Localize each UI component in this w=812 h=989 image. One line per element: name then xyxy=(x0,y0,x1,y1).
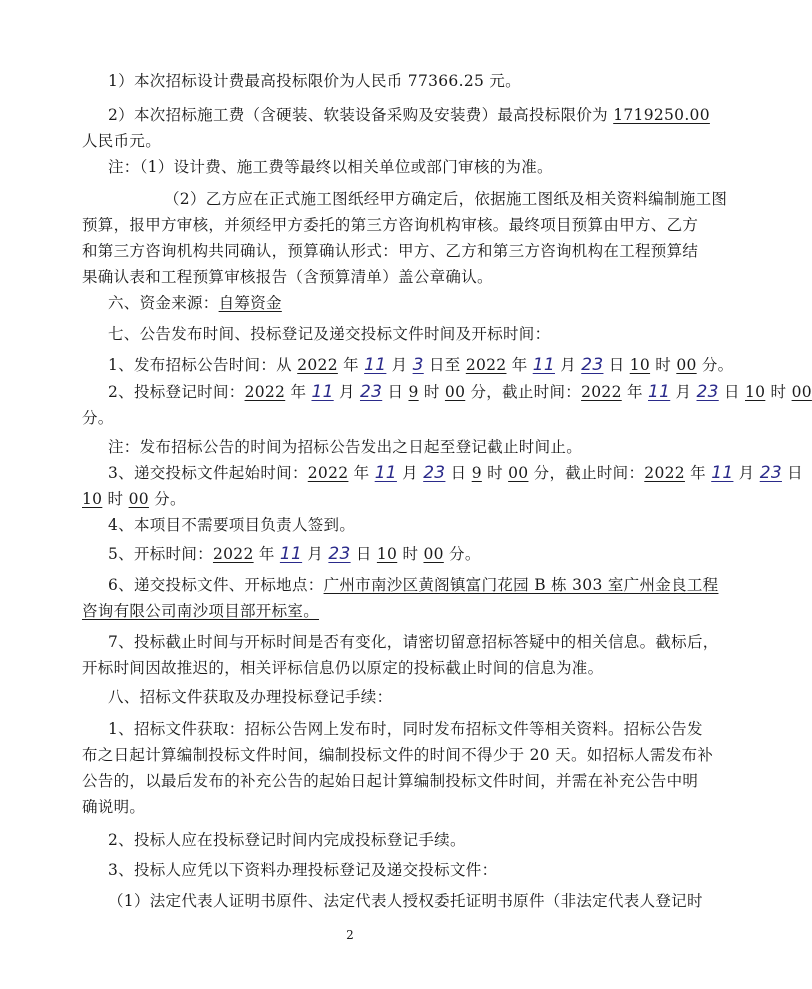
funding-source-value: 自筹资金 xyxy=(218,294,282,312)
tender-doc-line-cont-2: 公告的，以最后发布的补充公告的起始日起计算编制投标文件时间，并需在补充公告中明 xyxy=(82,772,699,790)
construction-fee-cap-line-cont: 人民币元。 xyxy=(82,132,162,150)
construction-fee-amount: 1719250.00 xyxy=(613,106,710,124)
tender-doc-line-cont-1: 布之日起计算编制投标文件时间，编制投标文件的时间不得少于 20 天。如招标人需发布补 xyxy=(82,746,714,764)
deadline-change-line: 7、投标截止时间与开标时间是否有变化，请密切留意招标答疑中的相关信息。截标后， xyxy=(108,633,719,651)
section-8-heading: 八、招标文件获取及办理投标登记手续： xyxy=(108,688,393,706)
note-1-line: 注：（1）设计费、施工费等最终以相关单位或部门审核的为准。 xyxy=(108,158,553,176)
section-7-heading: 七、公告发布时间、投标登记及递交投标文件时间及开标时间： xyxy=(108,325,551,343)
registration-complete-line: 2、投标人应在投标登记时间内完成投标登记手续。 xyxy=(108,831,466,849)
note-2-line-cont-1: 预算，报甲方审核，并须经甲方委托的第三方咨询机构审核。最终项目预算由甲方、乙方 xyxy=(82,216,699,234)
bid-location-line-cont: 咨询有限公司南沙项目部开标室。 xyxy=(82,602,320,620)
materials-line: 3、投标人应凭以下资料办理投标登记及递交投标文件： xyxy=(108,861,498,879)
bid-location-line: 6、递交投标文件、开标地点：广州市南沙区黄阁镇富门花园 B 栋 303 室广州金良工程 xyxy=(108,576,719,594)
funding-source-line: 六、资金来源：自筹资金 xyxy=(108,294,282,312)
materials-item-1-line: （1）法定代表人证明书原件、法定代表人授权委托证明书原件（非法定代表人登记时 xyxy=(108,892,703,910)
announcement-note-line: 注：发布招标公告的时间为招标公告发出之日起至登记截止时间止。 xyxy=(108,438,583,456)
bid-location-value: 广州市南沙区黄阁镇富门花园 B 栋 303 室广州金良工程 xyxy=(323,576,719,594)
tender-doc-line-cont-3: 确说明。 xyxy=(82,798,146,816)
registration-time-line: 2、投标登记时间：2022 年 11 月 23 日 9 时 00 分，截止时间：2022 年 11 月 23 日 10 时 00 xyxy=(108,382,812,402)
submission-time-line: 3、递交投标文件起始时间：2022 年 11 月 23 日 9 时 00 分，截止时间：2022 年 11 月 23 日 xyxy=(108,463,803,483)
note-2-line-cont-3: 果确认表和工程预算审核报告（含预算清单）盖公章确认。 xyxy=(82,268,493,286)
note-2-line-cont-2: 和第三方咨询机构共同确认，预算确认形式：甲方、乙方和第三方咨询机构在工程预算结 xyxy=(82,242,699,260)
bid-opening-time-line: 5、开标时间：2022 年 11 月 23 日 10 时 00 分。 xyxy=(108,544,481,564)
deadline-change-line-cont: 开标时间因故推迟的，相关评标信息仍以原定的投标截止时间的信息为准。 xyxy=(82,659,604,677)
tender-doc-line: 1、招标文件获取：招标公告网上发布时，同时发布招标文件等相关资料。招标公告发 xyxy=(108,720,703,738)
note-2-line: （2）乙方应在正式施工图纸经甲方确定后，依据施工图纸及相关资料编制施工图 xyxy=(164,190,728,208)
page-number: 2 xyxy=(346,928,354,942)
announcement-time-line: 1、发布招标公告时间：从 2022 年 11 月 3 日至 2022 年 11 月 23 日 10 时 00 分。 xyxy=(108,355,734,375)
submission-time-line-cont: 10 时 00 分。 xyxy=(82,490,186,508)
design-fee-cap-line: 1）本次招标设计费最高投标限价为人民币 77366.25 元。 xyxy=(108,72,521,90)
no-signin-line: 4、本项目不需要项目负责人签到。 xyxy=(108,516,356,534)
construction-fee-cap-line: 2）本次招标施工费（含硬装、软装设备采购及安装费）最高投标限价为 1719250.00 xyxy=(108,106,710,124)
registration-time-line-cont: 分。 xyxy=(82,409,114,427)
